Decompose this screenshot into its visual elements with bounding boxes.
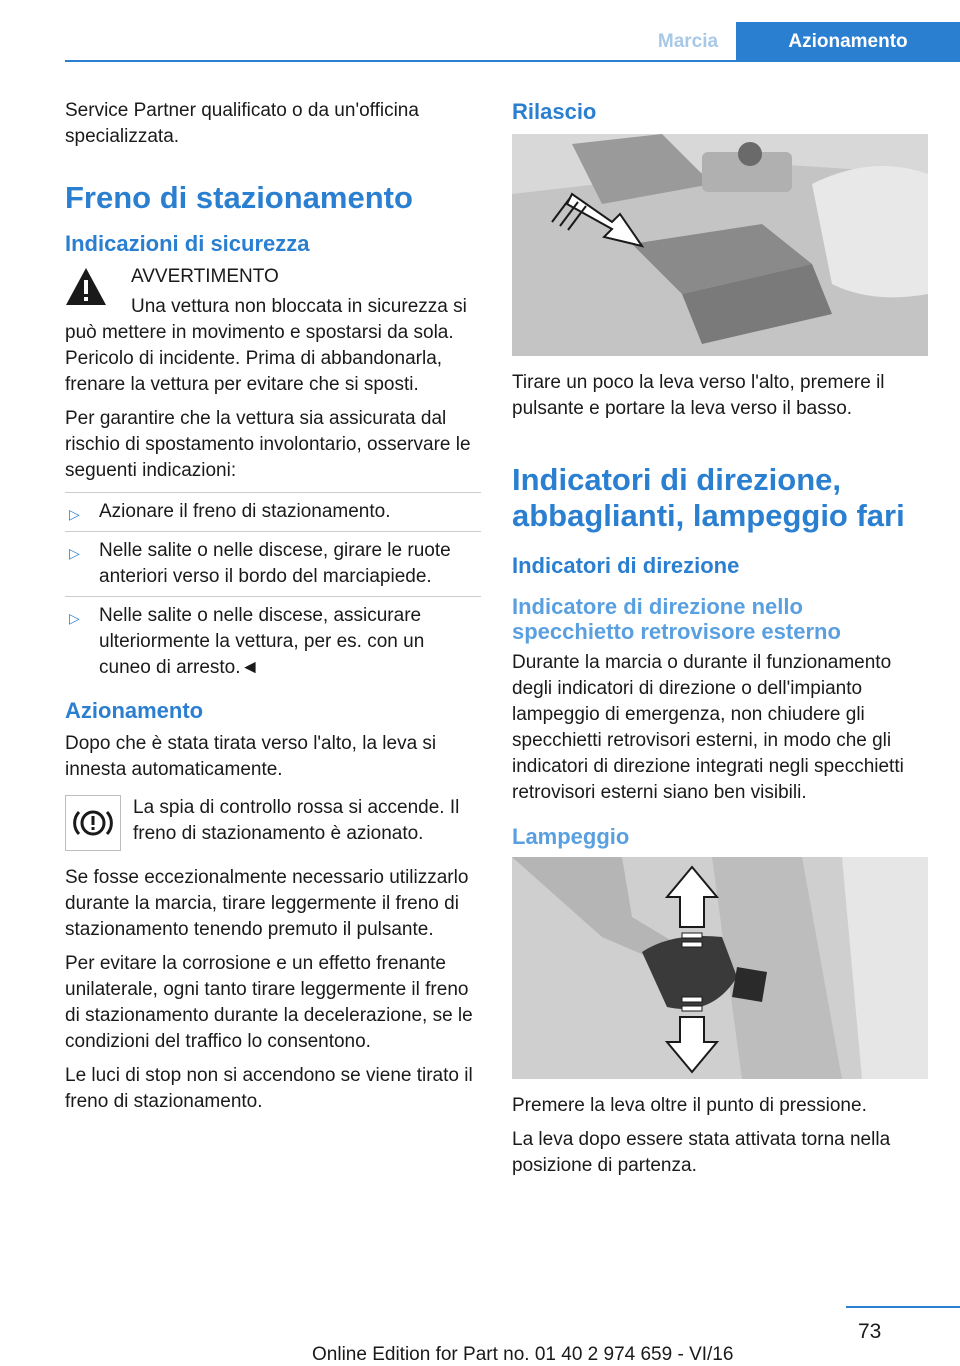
- list-item-text: Nelle salite o nelle discese, girare le ruote anteriori verso il bordo del marciapiede.: [99, 540, 451, 587]
- bullet-triangle-icon: ▷: [69, 610, 80, 626]
- page-number: 73: [858, 1320, 882, 1343]
- subtitle-azionamento: Azionamento: [65, 698, 204, 723]
- para-corrosione: Per evitare la corrosione e un effetto frenante unilaterale, ogni tanto tirare leggermente il freno di stazionamento durante la decelerazione, se le condizioni del traffico lo consentono.: [65, 953, 473, 1052]
- parking-brake-lamp-icon: [65, 795, 121, 851]
- list-item-text: Azionare il freno di stazionamento.: [99, 501, 391, 522]
- header-divider: [65, 60, 960, 62]
- page-header: [0, 0, 960, 62]
- bullet-triangle-icon: ▷: [69, 506, 80, 522]
- para-leva: La leva dopo essere stata attivata torna nella posizione di partenza.: [512, 1129, 891, 1176]
- indicator-lamp-block: [65, 795, 481, 851]
- warning-block: [65, 264, 481, 398]
- edition-text: Online Edition for Part no. 01 40 2 974 659 - VI/16: [312, 1344, 734, 1365]
- para-garantire: Per garantire che la vettura sia assicurata dal rischio di spostamento involontario, osservare le seguenti indicazioni:: [65, 408, 471, 481]
- list-item: [65, 492, 481, 525]
- para-eccezionale: Se fosse eccezionalmente necessario utilizzarlo durante la marcia, tirare leggermente il freno di stazionamento tenendo premuto il pulsante.: [65, 867, 469, 940]
- para-luci: Le luci di stop non si accendono se viene tirato il freno di stazionamento.: [65, 1065, 473, 1112]
- headlight-flasher-image: [512, 857, 928, 1079]
- parking-brake-release-image: [512, 134, 928, 356]
- warning-text: Una vettura non bloccata in sicurezza si può mettere in movimento e spostarsi da sola. Pericolo di incidente. Prima di abbandonarla, frenare la vettura per evitare che si sposti.: [65, 296, 467, 395]
- section-title-freno: Freno di stazionamento: [65, 180, 413, 215]
- subtitle-sicurezza: Indicazioni di sicurezza: [65, 231, 310, 256]
- footer-divider: [846, 1306, 960, 1308]
- right-column: [512, 98, 928, 1187]
- para-dopo: Dopo che è stata tirata verso l'alto, la leva si innesta automaticamente.: [65, 733, 437, 780]
- intro-text: Service Partner qualificato o da un'officina specializzata.: [65, 100, 419, 147]
- subtitle-indicatori: Indicatori di direzione: [512, 553, 740, 578]
- warning-label: AVVERTIMENTO: [131, 266, 279, 287]
- para-premere: Premere la leva oltre il punto di pressione.: [512, 1095, 867, 1116]
- safety-list: [65, 492, 481, 681]
- left-column: [65, 98, 481, 1123]
- list-item-text: Nelle salite o nelle discese, assicurare ulteriormente la vettura, per es. con un cuneo di arresto.◄: [99, 605, 425, 678]
- list-item: [65, 596, 481, 681]
- para-durante: Durante la marcia o durante il funzionamento degli indicatori di direzione o dell'impianto lampeggio di emergenza, non chiudere gli specchietti retrovisori esterni, in modo che gli indicatori di direzione integrati negli specchietti retrovisori esterni siano ben visibili.: [512, 652, 904, 803]
- subsubtitle-lampeggio: Lampeggio: [512, 824, 630, 849]
- tab-azionamento[interactable]: Azionamento: [736, 22, 960, 62]
- list-item: [65, 531, 481, 590]
- para-tirare: Tirare un poco la leva verso l'alto, premere il pulsante e portare la leva verso il basso.: [512, 372, 885, 419]
- bullet-triangle-icon: ▷: [69, 545, 80, 561]
- tab-marcia[interactable]: Marcia: [657, 31, 719, 52]
- subtitle-rilascio: Rilascio: [512, 99, 597, 124]
- subsubtitle-specchietto: Indicatore di direzione nello specchietto retrovisore esterno: [512, 594, 841, 644]
- section-title-indicatori: Indicatori di direzione, abbaglianti, lampeggio fari: [512, 462, 905, 533]
- lamp-text: La spia di controllo rossa si accende. Il freno di stazionamento è azionato.: [133, 797, 460, 844]
- warning-triangle-icon: [65, 266, 107, 308]
